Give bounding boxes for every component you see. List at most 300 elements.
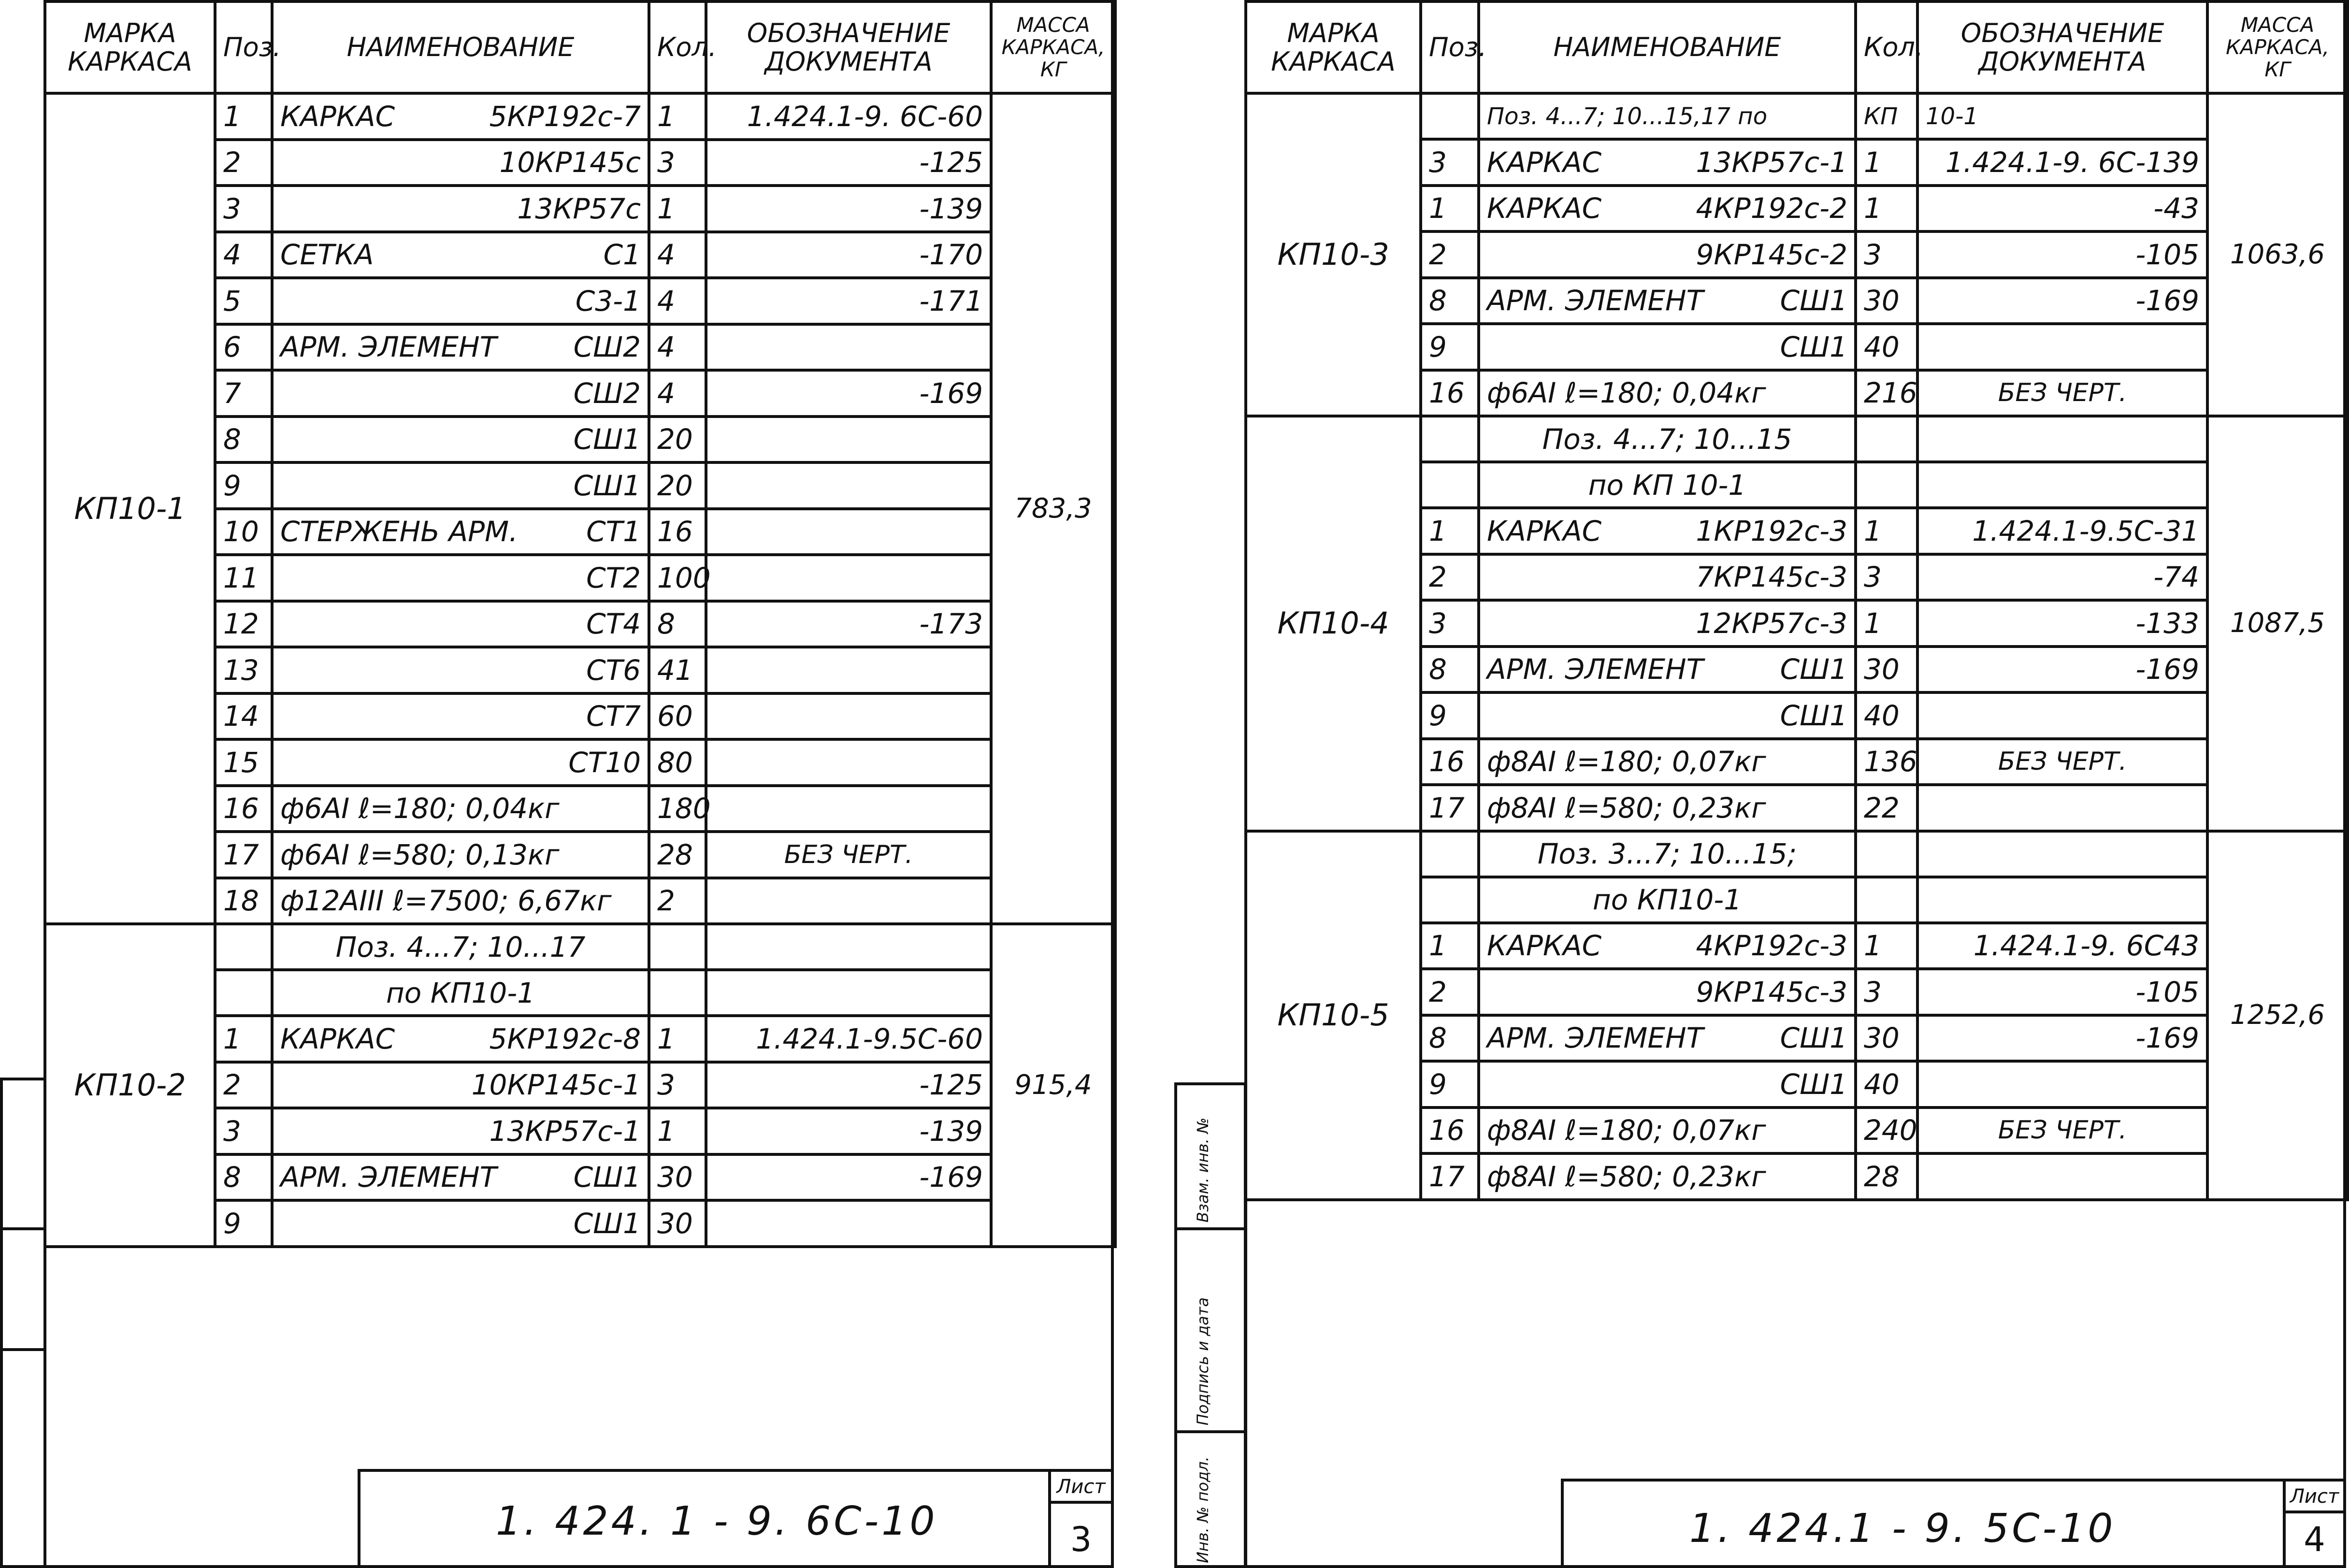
item-code: 13КР57с [517, 192, 641, 225]
item-code: 9КР145с-3 [1696, 975, 1847, 1008]
item-code: СШ1 [1780, 1021, 1847, 1055]
qty-cell: 28 [649, 832, 706, 878]
qty-cell: 1 [1856, 508, 1917, 554]
pos-cell: 13 [215, 647, 272, 693]
name-cell [1479, 508, 1856, 554]
item-name: АРМ. ЭЛЕМЕНТ [280, 331, 497, 364]
item-name: СТЕРЖЕНЬ АРМ. [280, 515, 518, 548]
qty-cell: 30 [649, 1200, 706, 1247]
sheet-label: Лист [1051, 1476, 1111, 1504]
doc-cell: -171 [706, 278, 991, 324]
doc-cell [706, 970, 991, 1016]
binding-strip-cell [1174, 1227, 1247, 1230]
doc-cell [706, 555, 991, 601]
pos-cell: 8 [215, 417, 272, 463]
spec-table-left [43, 0, 1117, 1248]
pos-cell: 1 [215, 93, 272, 140]
reference-row [1246, 93, 2348, 139]
name-cell [272, 555, 649, 601]
doc-cell: -125 [706, 140, 991, 186]
spec-table-right [1244, 0, 2349, 1201]
name-cell [272, 878, 649, 924]
qty-cell: 30 [1856, 1015, 1917, 1062]
qty-cell: 60 [649, 693, 706, 740]
name-cell [272, 1062, 649, 1108]
name-cell [272, 786, 649, 832]
item-code: СШ1 [573, 1207, 641, 1240]
reference-text: Поз. 3...7; 10...15; [1537, 837, 1797, 870]
document-code: 1. 424.1 - 9. 5С-10 [1689, 1506, 2116, 1552]
reference-text [272, 924, 649, 970]
item-code: С1 [603, 238, 641, 272]
doc-cell: -169 [706, 1154, 991, 1201]
pos-cell: 9 [215, 462, 272, 509]
reference-text: по КП10-1 [386, 976, 535, 1009]
doc-cell [706, 786, 991, 832]
qty-cell: 1 [1856, 186, 1917, 232]
table-header [1246, 1, 2348, 93]
name-cell [272, 1016, 649, 1062]
name-cell [272, 186, 649, 232]
pos-cell: 2 [215, 1062, 272, 1108]
doc-cell [1917, 324, 2207, 370]
reference-text [1479, 462, 1856, 508]
pos-cell: 8 [1421, 647, 1479, 693]
pos-cell: 16 [215, 786, 272, 832]
header-name: НАИМЕНОВАНИЕ [272, 1, 649, 93]
reference-text [1479, 93, 1856, 139]
header-doc: ОБОЗНАЧЕНИЕ ДОКУМЕНТА [1917, 1, 2207, 93]
qty-cell: 20 [649, 417, 706, 463]
name-cell [272, 647, 649, 693]
name-cell [1479, 1061, 1856, 1108]
doc-cell [706, 739, 991, 786]
item-name: ф8АI ℓ=180; 0,07кг [1487, 1114, 1766, 1147]
doc-cell: -105 [1917, 231, 2207, 278]
item-code: СТ10 [568, 746, 641, 779]
reference-row [1246, 831, 2348, 877]
doc-cell: -169 [1917, 1015, 2207, 1062]
doc-cell: 10-1 [1917, 93, 2207, 139]
qty-cell [1856, 416, 1917, 462]
name-cell [272, 1154, 649, 1201]
doc-cell [706, 1200, 991, 1247]
qty-cell: 8 [649, 601, 706, 647]
name-cell [272, 601, 649, 647]
qty-cell: 1 [1856, 139, 1917, 186]
binding-label-signature: Подпись и дата [1194, 1297, 1212, 1425]
pos-cell: 9 [1421, 1061, 1479, 1108]
pos-cell: 9 [215, 1200, 272, 1247]
doc-cell: БЕЗ ЧЕРТ. [1917, 739, 2207, 785]
item-code: С3-1 [575, 284, 641, 317]
item-name: ф6АI ℓ=580; 0,13кг [280, 838, 560, 871]
title-block [1561, 1479, 2346, 1568]
qty-cell [649, 924, 706, 970]
pos-cell: 4 [215, 232, 272, 278]
item-code: СШ2 [573, 376, 641, 410]
qty-cell: 4 [649, 232, 706, 278]
item-code: СТ6 [586, 653, 641, 687]
item-name: КАРКАС [1487, 514, 1602, 547]
qty-cell: 40 [1856, 1061, 1917, 1108]
item-code: 12КР57с-3 [1696, 606, 1847, 640]
frame-mass: 915,4 [991, 924, 1115, 1247]
qty-cell: 30 [1856, 647, 1917, 693]
qty-cell: КП [1856, 93, 1917, 139]
name-cell [1479, 231, 1856, 278]
pos-cell: 2 [1421, 969, 1479, 1015]
reference-text [272, 970, 649, 1016]
pos-cell [1421, 831, 1479, 877]
name-cell [272, 1108, 649, 1154]
doc-cell: -170 [706, 232, 991, 278]
name-cell [1479, 324, 1856, 370]
pos-cell: 3 [215, 186, 272, 232]
sheet-number: 4 [2304, 1520, 2325, 1559]
name-cell [272, 324, 649, 371]
item-name: СЕТКА [280, 238, 374, 272]
name-cell [1479, 1015, 1856, 1062]
item-name: КАРКАС [1487, 145, 1602, 179]
doc-cell: -133 [1917, 600, 2207, 647]
frame-mass: 1087,5 [2207, 416, 2348, 831]
doc-cell [1917, 831, 2207, 877]
pos-cell [1421, 462, 1479, 508]
name-cell [272, 739, 649, 786]
name-cell [272, 278, 649, 324]
table-header [45, 1, 1115, 93]
pos-cell: 9 [1421, 324, 1479, 370]
qty-cell: 180 [649, 786, 706, 832]
name-cell [1479, 1153, 1856, 1200]
frame-mass: 783,3 [991, 93, 1115, 924]
pos-cell: 8 [1421, 278, 1479, 324]
item-code: СШ1 [573, 469, 641, 502]
name-cell [1479, 969, 1856, 1015]
doc-cell: -43 [1917, 186, 2207, 232]
reference-text: Поз. 4...7; 10...17 [335, 930, 586, 964]
reference-text: Поз. 4...7; 10...15,17 по [1487, 102, 1768, 130]
item-name: КАРКАС [1487, 929, 1602, 963]
header-mass: МАССА КАРКАСА, КГ [2207, 1, 2348, 93]
title-block [358, 1469, 1114, 1568]
name-cell [1479, 739, 1856, 785]
doc-cell: -169 [1917, 647, 2207, 693]
qty-cell: 3 [649, 140, 706, 186]
item-code: 9КР145с-2 [1696, 238, 1847, 271]
pos-cell: 10 [215, 509, 272, 555]
sheet-label: Лист [2286, 1485, 2343, 1513]
name-cell [272, 140, 649, 186]
reference-text: Поз. 4...7; 10...15 [1542, 422, 1792, 456]
name-cell [1479, 692, 1856, 739]
pos-cell: 8 [1421, 1015, 1479, 1062]
doc-cell: БЕЗ ЧЕРТ. [1917, 1108, 2207, 1154]
qty-cell: 1 [1856, 923, 1917, 969]
item-name: ф12АIII ℓ=7500; 6,67кг [280, 884, 612, 918]
pos-cell: 3 [1421, 600, 1479, 647]
doc-cell [706, 878, 991, 924]
item-name: ф8АI ℓ=580; 0,23кг [1487, 1160, 1766, 1193]
qty-cell: 20 [649, 462, 706, 509]
pos-cell: 1 [215, 1016, 272, 1062]
item-code: СШ1 [1780, 284, 1847, 317]
qty-cell: 216 [1856, 370, 1917, 417]
doc-cell [1917, 1153, 2207, 1200]
qty-cell: 41 [649, 647, 706, 693]
doc-cell: -105 [1917, 969, 2207, 1015]
doc-cell [1917, 785, 2207, 831]
pos-cell: 1 [1421, 923, 1479, 969]
pos-cell: 11 [215, 555, 272, 601]
doc-cell [1917, 877, 2207, 923]
item-code: СТ2 [586, 561, 641, 594]
doc-cell [1917, 462, 2207, 508]
doc-cell: -74 [1917, 554, 2207, 601]
qty-cell: 30 [649, 1154, 706, 1201]
pos-cell [1421, 877, 1479, 923]
item-name: ф8АI ℓ=180; 0,07кг [1487, 745, 1766, 778]
doc-cell [1917, 1061, 2207, 1108]
item-name: АРМ. ЭЛЕМЕНТ [280, 1161, 497, 1194]
qty-cell [1856, 831, 1917, 877]
reference-text [1479, 831, 1856, 877]
doc-cell: 1.424.1-9. 6С-60 [706, 93, 991, 140]
pos-cell: 16 [1421, 1108, 1479, 1154]
pos-cell: 12 [215, 601, 272, 647]
name-cell [272, 693, 649, 740]
qty-cell: 28 [1856, 1153, 1917, 1200]
doc-cell: -173 [706, 601, 991, 647]
sheet-number-box [1048, 1472, 1111, 1568]
binding-strip-cell [0, 1348, 46, 1351]
item-code: СШ1 [1780, 1067, 1847, 1101]
name-cell [1479, 647, 1856, 693]
item-code: СШ2 [573, 331, 641, 364]
qty-cell: 40 [1856, 324, 1917, 370]
name-cell [272, 417, 649, 463]
binding-label-replace: Взам. инв. № [1194, 1117, 1212, 1223]
pos-cell: 17 [1421, 785, 1479, 831]
frame-mark: КП10-3 [1246, 93, 1421, 416]
binding-strip [0, 1078, 46, 1568]
item-code: 5КР192с-7 [489, 100, 641, 133]
qty-cell: 16 [649, 509, 706, 555]
item-code: СШ1 [1780, 330, 1847, 363]
pos-cell: 2 [1421, 231, 1479, 278]
pos-cell: 18 [215, 878, 272, 924]
qty-cell: 3 [1856, 554, 1917, 601]
table-row [45, 93, 1115, 140]
doc-cell: -139 [706, 1108, 991, 1154]
qty-cell [1856, 877, 1917, 923]
item-code: 4КР192с-3 [1696, 929, 1847, 963]
pos-cell: 3 [215, 1108, 272, 1154]
doc-cell [706, 693, 991, 740]
pos-cell: 2 [215, 140, 272, 186]
name-cell [1479, 600, 1856, 647]
name-cell [1479, 139, 1856, 186]
doc-cell [706, 924, 991, 970]
item-code: 7КР145с-3 [1696, 561, 1847, 594]
pos-cell [215, 970, 272, 1016]
document-code: 1. 424. 1 - 9. 6С-10 [496, 1498, 938, 1544]
pos-cell [215, 924, 272, 970]
item-code: СШ1 [1780, 699, 1847, 732]
sheet-4 [1174, 0, 2348, 1568]
doc-cell: -169 [706, 370, 991, 417]
qty-cell: 1 [1856, 600, 1917, 647]
pos-cell: 1 [1421, 508, 1479, 554]
pos-cell [1421, 416, 1479, 462]
item-name: АРМ. ЭЛЕМЕНТ [1487, 1021, 1704, 1055]
doc-cell: БЕЗ ЧЕРТ. [1917, 370, 2207, 417]
qty-cell: 22 [1856, 785, 1917, 831]
name-cell [272, 462, 649, 509]
item-code: 4КР192с-2 [1696, 192, 1847, 225]
item-code: СШ1 [1780, 653, 1847, 686]
qty-cell: 100 [649, 555, 706, 601]
doc-cell: 1.424.1-9.5С-31 [1917, 508, 2207, 554]
qty-cell: 136 [1856, 739, 1917, 785]
qty-cell: 1 [649, 1016, 706, 1062]
header-pos: Поз. [215, 1, 272, 93]
name-cell [272, 832, 649, 878]
pos-cell: 2 [1421, 554, 1479, 601]
item-code: 10КР145с [499, 146, 641, 179]
qty-cell: 240 [1856, 1108, 1917, 1154]
pos-cell: 16 [1421, 739, 1479, 785]
qty-cell: 4 [649, 324, 706, 371]
sheet-number: 3 [1070, 1520, 1092, 1559]
item-code: СТ1 [586, 515, 641, 548]
name-cell [1479, 278, 1856, 324]
qty-cell: 4 [649, 278, 706, 324]
header-mass: МАССА КАРКАСА, КГ [991, 1, 1115, 93]
doc-cell: БЕЗ ЧЕРТ. [706, 832, 991, 878]
qty-cell: 1 [649, 1108, 706, 1154]
frame-mass: 1252,6 [2207, 831, 2348, 1200]
qty-cell [1856, 462, 1917, 508]
doc-cell [706, 417, 991, 463]
item-name: КАРКАС [280, 1022, 395, 1055]
frame-mass: 1063,6 [2207, 93, 2348, 416]
sheet-3 [0, 0, 1116, 1568]
header-qty: Кол. [1856, 1, 1917, 93]
item-code: 10КР145с-1 [471, 1068, 641, 1102]
doc-cell: 1.424.1-9. 6С-139 [1917, 139, 2207, 186]
name-cell [272, 232, 649, 278]
reference-row [1246, 416, 2348, 462]
name-cell [1479, 1108, 1856, 1154]
pos-cell: 17 [215, 832, 272, 878]
item-name: ф6АI ℓ=180; 0,04кг [280, 792, 560, 825]
doc-cell [706, 462, 991, 509]
item-code: 13КР57с-1 [1696, 145, 1847, 179]
pos-cell: 6 [215, 324, 272, 371]
frame-mark: КП10-1 [45, 93, 215, 924]
name-cell [272, 509, 649, 555]
name-cell [1479, 370, 1856, 417]
pos-cell: 9 [1421, 692, 1479, 739]
header-mark: МАРКА КАРКАСА [45, 1, 215, 93]
item-name: ф8АI ℓ=580; 0,23кг [1487, 791, 1766, 824]
reference-text: по КП10-1 [1592, 883, 1742, 916]
qty-cell: 2 [649, 878, 706, 924]
binding-label-inventory: Инв. № подл. [1194, 1456, 1212, 1563]
doc-cell: -125 [706, 1062, 991, 1108]
qty-cell: 4 [649, 370, 706, 417]
item-name: КАРКАС [1487, 192, 1602, 225]
name-cell [1479, 785, 1856, 831]
qty-cell: 3 [1856, 231, 1917, 278]
name-cell [1479, 186, 1856, 232]
header-pos: Поз. [1421, 1, 1479, 93]
qty-cell: 30 [1856, 278, 1917, 324]
item-code: СШ1 [573, 423, 641, 456]
frame-mark: КП10-4 [1246, 416, 1421, 831]
name-cell [272, 370, 649, 417]
sheet-number-box [2283, 1482, 2343, 1568]
name-cell [1479, 554, 1856, 601]
item-name: АРМ. ЭЛЕМЕНТ [1487, 653, 1704, 686]
pos-cell [1421, 93, 1479, 139]
item-name: АРМ. ЭЛЕМЕНТ [1487, 284, 1704, 317]
binding-strip-cell [0, 1227, 46, 1230]
header-qty: Кол. [649, 1, 706, 93]
name-cell [1479, 923, 1856, 969]
doc-cell: 1.424.1-9.5С-60 [706, 1016, 991, 1062]
item-code: 5КР192с-8 [489, 1022, 641, 1055]
item-code: СШ1 [573, 1161, 641, 1194]
item-name: ф6АI ℓ=180; 0,04кг [1487, 376, 1766, 410]
reference-text: по КП 10-1 [1588, 468, 1746, 502]
qty-cell: 1 [649, 186, 706, 232]
qty-cell [649, 970, 706, 1016]
pos-cell: 7 [215, 370, 272, 417]
item-code: СТ4 [586, 607, 641, 641]
qty-cell: 3 [649, 1062, 706, 1108]
reference-text [1479, 877, 1856, 923]
pos-cell: 17 [1421, 1153, 1479, 1200]
doc-cell: 1.424.1-9. 6С43 [1917, 923, 2207, 969]
name-cell [272, 1200, 649, 1247]
qty-cell: 3 [1856, 969, 1917, 1015]
qty-cell: 40 [1856, 692, 1917, 739]
pos-cell: 16 [1421, 370, 1479, 417]
reference-row [45, 924, 1115, 970]
qty-cell: 1 [649, 93, 706, 140]
binding-strip-cell [1174, 1430, 1247, 1433]
doc-cell: -169 [1917, 278, 2207, 324]
pos-cell: 8 [215, 1154, 272, 1201]
header-mark: МАРКА КАРКАСА [1246, 1, 1421, 93]
pos-cell: 5 [215, 278, 272, 324]
item-code: 13КР57с-1 [489, 1114, 641, 1148]
reference-text [1479, 416, 1856, 462]
doc-cell [706, 324, 991, 371]
item-name: КАРКАС [280, 100, 395, 133]
header-name: НАИМЕНОВАНИЕ [1479, 1, 1856, 93]
doc-cell [706, 509, 991, 555]
pos-cell: 1 [1421, 186, 1479, 232]
pos-cell: 15 [215, 739, 272, 786]
doc-cell [1917, 692, 2207, 739]
pos-cell: 14 [215, 693, 272, 740]
doc-cell [1917, 416, 2207, 462]
header-doc: ОБОЗНАЧЕНИЕ ДОКУМЕНТА [706, 1, 991, 93]
